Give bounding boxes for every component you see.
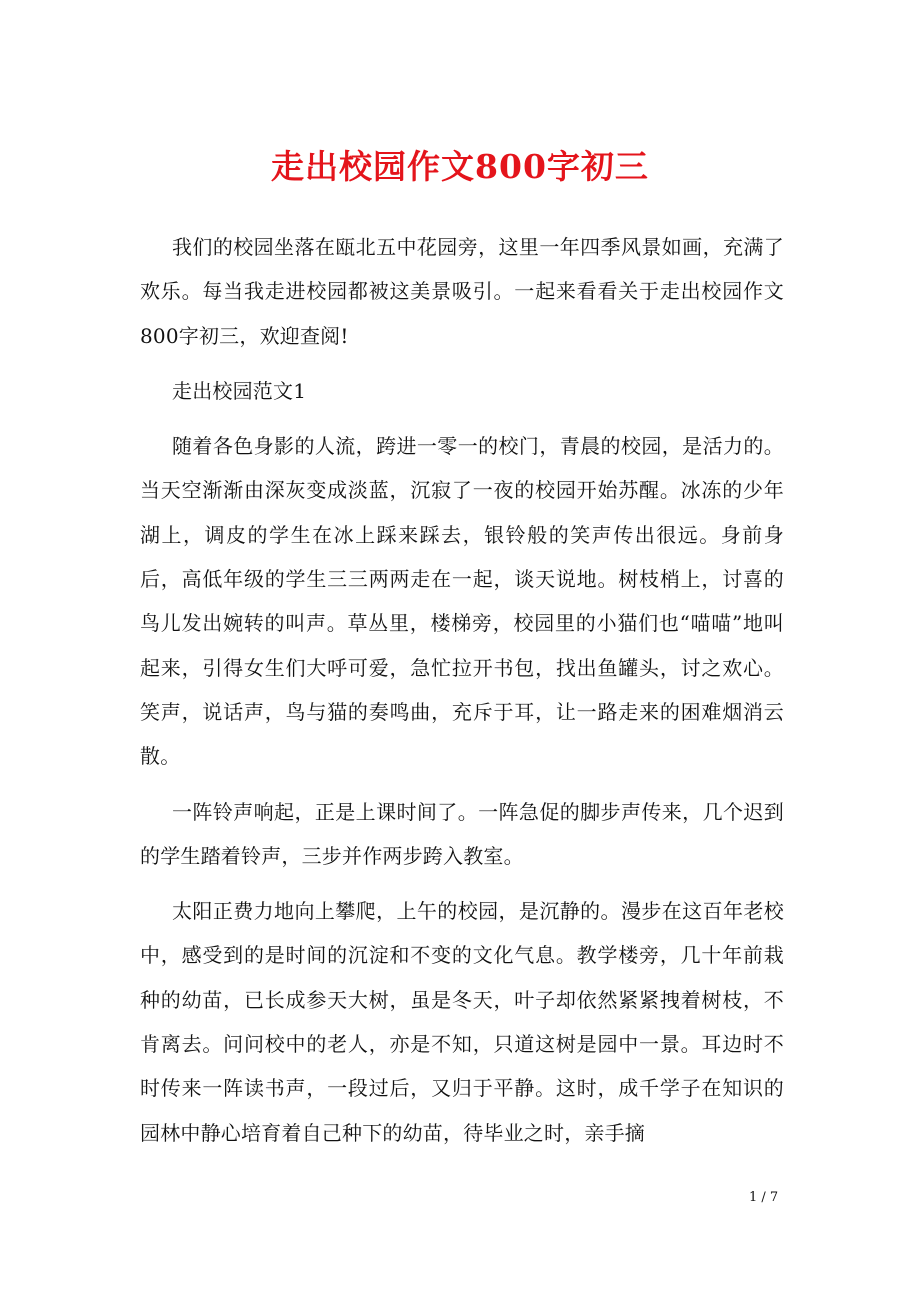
document-title: 走出校园作文800字初三 [271, 147, 649, 186]
body-paragraph-3: 太阳正费力地向上攀爬，上午的校园，是沉静的。漫步在这百年老校中，感受到的是时间的沉淀和不变的文化气息。教学楼旁，几十年前栽种的幼苗，已长成参天大树，虽是冬天，叶子却依然紧紧拽着树枝，不肯离去。问问校中的老人，亦是不知，只道这树是园中一景。耳边时不时传来一阵读书声，一段过后，又归于平静。这时，成千学子在知识的园林中静心培育着自己种下的幼苗，待毕业之时，亲手摘 [140, 899, 784, 1145]
section-heading: 走出校园范文1 [172, 378, 307, 403]
intro-paragraph: 我们的校园坐落在瓯北五中花园旁，这里一年四季风景如画，充满了欢乐。每当我走进校园都被这美景吸引。一起来看看关于走出校园作文800字初三，欢迎查阅! [140, 235, 784, 348]
document-body [140, 225, 784, 1166]
page-number: 1 / 7 [749, 1190, 779, 1205]
body-paragraph-2: 一阵铃声响起，正是上课时间了。一阵急促的脚步声传来，几个迟到的学生踏着铃声，三步并作两步跨入教室。 [140, 799, 784, 868]
body-paragraph-1: 随着各色身影的人流，跨进一零一的校门，青晨的校园，是活力的。当天空渐渐由深灰变成淡蓝，沉寂了一夜的校园开始苏醒。冰冻的少年湖上，调皮的学生在冰上踩来踩去，银铃般的笑声传出很远。身前身后，高低年级的学生三三两两走在一起，谈天说地。树枝梢上，讨喜的鸟儿发出婉转的叫声。草丛里，楼梯旁，校园里的小猫们也“喵喵”地叫起来，引得女生们大呼可爱，急忙拉开书包，找出鱼罐头，讨之欢心。笑声，说话声，鸟与猫的奏鸣曲，充斥于耳，让一路走来的困难烟消云散。 [140, 434, 784, 769]
